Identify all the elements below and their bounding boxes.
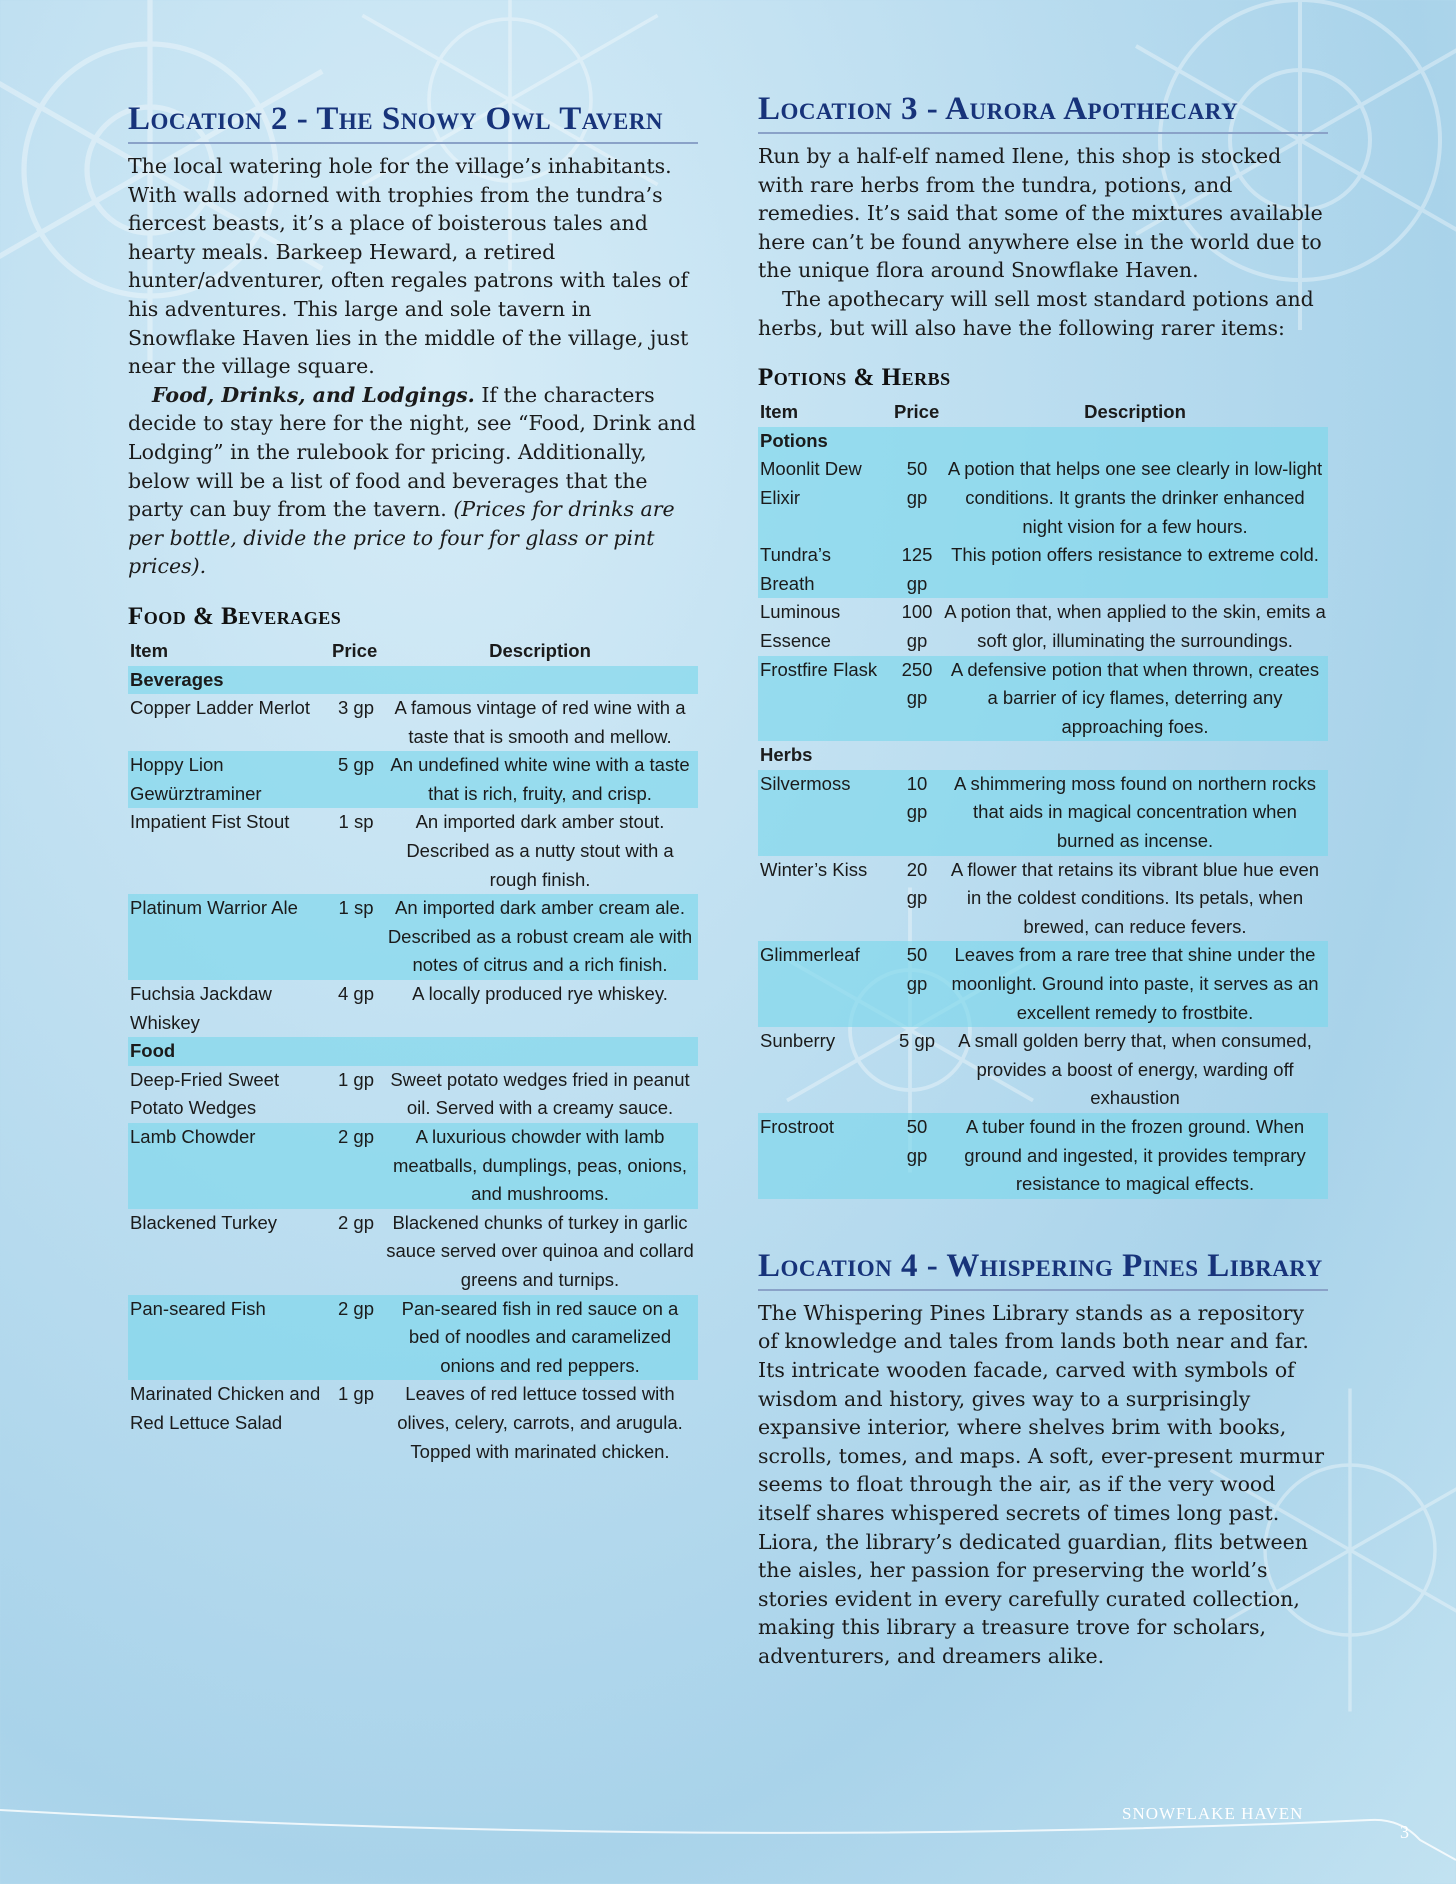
item-name: Lamb Chowder [130,1126,256,1147]
item-description: A defensive potion that when thrown, creates a barrier of icy flames, deterring any approaching foes. [950,658,1320,737]
apothecary-items-note: The apothecary will sell most standard potions and herbs, but will also have the following rarer items: [758,286,1314,340]
table-row [128,980,698,1037]
table-row [128,1380,698,1466]
lodging-lead: Food, Drinks, and Lodgings. [152,382,475,407]
item-name: Marinated Chicken and Red Lettuce Salad [130,1383,321,1433]
item-price: 2 gp [337,1297,374,1319]
food-beverages-table [128,637,698,1466]
item-description: A luxurious chowder with lamb meatballs, dumplings, peas, onions, and mushrooms. [392,1126,688,1205]
item-name: Hoppy Lion Gewürztraminer [130,754,262,804]
category-herbs: Herbs [760,744,813,766]
category-food: Food [130,1040,176,1062]
item-price: 2 gp [337,1126,374,1147]
item-description: A tuber found in the frozen ground. When ground and ingested, it provides temprary resistance to magical effects. [964,1116,1306,1195]
right-column [758,90,1328,1671]
item-name: Copper Ladder Merlot [130,697,310,719]
item-description: This potion offers resistance to extreme cold. [951,544,1319,566]
item-name: Winter’s Kiss [760,858,868,880]
table-row [128,1295,698,1381]
item-name: Pan-seared Fish [130,1297,266,1319]
item-description: A potion that, when applied to the skin, emits a soft glor, illuminating the surroundings. [944,601,1326,651]
item-name: Frostfire Flask [760,658,878,680]
item-price: 125 gp [901,544,933,594]
footer-book-title: SNOWFLAKE HAVEN [1122,1804,1304,1823]
col-header-description: Description [1084,401,1186,423]
item-price: 5 gp [337,754,374,776]
item-price: 100 gp [901,601,933,651]
item-price: 50 gp [906,1116,928,1166]
item-price: 20 gp [906,858,928,909]
location-2-heading: Location 2 - The Snowy Owl Tavern [128,100,698,144]
item-price: 50 gp [906,944,928,995]
table-row [128,1123,698,1209]
item-description: An imported dark amber stout. Described as a nutty stout with a rough finish. [406,811,674,890]
col-header-price: Price [894,401,940,423]
item-name: Tundra’s Breath [760,544,831,594]
item-description: A flower that retains its vibrant blue hue even in the coldest conditions. Its petals, when brewed, can reduce fevers. [950,858,1320,937]
item-name: Fuchsia Jackdaw Whiskey [130,983,272,1033]
item-name: Blackened Turkey [130,1211,278,1233]
item-price: 50 gp [906,458,928,508]
lodging-price-note: (Prices for drinks are per bottle, divide the price to four for glass or pint prices). [128,497,675,579]
item-description: Blackened chunks of turkey in garlic sauce served over quinoa and collard greens and turnips. [386,1211,694,1290]
table-row [758,941,1328,1027]
col-header-price: Price [332,639,378,661]
location-4-heading: Location 4 - Whispering Pines Library [758,1247,1328,1291]
potions-herbs-table [758,398,1328,1199]
item-name: Impatient Fist Stout [130,811,290,833]
table-row [128,1209,698,1295]
table-row [758,455,1328,541]
item-price: 10 gp [906,772,928,823]
item-name: Frostroot [760,1116,835,1137]
item-price: 250 gp [901,658,933,709]
apothecary-intro: Run by a half-elf named Ilene, this shop is stocked with rare herbs from the tundra, potions, and remedies. It’s said that some of the mixtures available here can’t be found anywhere else in the world due to the unique flora around Snowflake Haven. [758,144,1323,283]
tavern-lodging-paragraph [128,381,698,581]
table-row [758,856,1328,942]
item-name: Deep-Fried Sweet Potato Wedges [130,1068,280,1119]
library-description: The Whispering Pines Library stands as a repository of knowledge and tales from lands both near and far. Its intricate wooden facade, carved with symbols of wisdom and history, gives way to a surprisingly expansive interior, where shelves brim with books, scrolls, tomes, and maps. A soft, ever-present murmur seems to float through the air, as if the very wood itself shares whispered secrets of times long past. Liora, the library’s dedicated guardian, flits between the aisles, her passion for preserving the world’s stories evident in every carefully curated collection, making this library a treasure trove for scholars, adventurers, and dreamers alike. [758,1300,1325,1668]
page-number: 3 [1400,1822,1409,1842]
item-name: Moonlit Dew Elixir [760,458,862,508]
item-price: 1 sp [338,811,374,833]
item-description: A small golden berry that, when consumed, provides a boost of energy, warding off exhaustion [958,1030,1312,1109]
item-price: 1 gp [337,1383,374,1405]
col-header-description: Description [489,639,591,661]
item-description: Pan-seared fish in red sauce on a bed of noodles and caramelized onions and red peppers. [401,1297,679,1376]
food-beverages-title: Food & Beverages [128,602,342,630]
item-price: 3 gp [337,697,374,719]
left-column [128,100,698,1466]
item-name: Luminous Essence [760,601,841,651]
table-row [128,751,698,808]
col-header-item: Item [130,639,169,661]
category-potions: Potions [760,429,828,451]
item-description: An imported dark amber cream ale. Described as a robust cream ale with notes of citrus and a rich finish. [387,897,693,976]
item-price: 1 sp [338,897,374,919]
category-beverages: Beverages [130,668,224,690]
item-description: Leaves of red lettuce tossed with olives, celery, carrots, and arugula. Topped with marinated chicken. [397,1383,683,1462]
item-description: Sweet potato wedges fried in peanut oil. Served with a creamy sauce. [390,1068,690,1119]
item-price: 2 gp [337,1211,374,1233]
item-name: Silvermoss [760,772,851,794]
item-name: Sunberry [760,1030,836,1052]
item-description: A locally produced rye whiskey. [412,983,668,1005]
table-row [758,770,1328,856]
item-description: A shimmering moss found on northern rocks that aids in magical concentration when burned as incense. [954,772,1316,852]
lodging-text: If the characters decide to stay here for the night, see “Food, Drink and Lodging” in the rulebook for pricing. Additionally, below will be a list of food and beverages that the party can buy from the tavern. [128,382,696,522]
table-row [758,598,1328,655]
table-row [758,1113,1328,1199]
table-row [758,1027,1328,1113]
item-description: A famous vintage of red wine with a taste that is smooth and mellow. [394,697,686,747]
location-3-heading: Location 3 - Aurora Apothecary [758,90,1328,134]
item-description: An undefined white wine with a taste that is rich, fruity, and crisp. [390,754,690,804]
item-description: Leaves from a rare tree that shine under the moonlight. Ground into paste, it serves as an excellent remedy to frostbite. [951,944,1319,1023]
tavern-intro: The local watering hole for the village’s inhabitants. With walls adorned with trophies from the tundra’s fiercest beasts, it’s a place of boisterous tales and hearty meals. Barkeep Heward, a retired hunter/adventurer, often regales patrons with tales of his adventures. This large and sole tavern in Snowflake Haven lies in the middle of the village, just near the village square. [128,154,689,379]
table-row [128,1066,698,1123]
item-name: Platinum Warrior Ale [130,897,298,919]
item-price: 1 gp [337,1068,374,1090]
table-row [128,694,698,751]
table-row [758,656,1328,742]
table-row [128,894,698,980]
table-row [128,808,698,894]
item-price: 4 gp [337,983,374,1005]
col-header-item: Item [760,401,799,423]
item-description: A potion that helps one see clearly in low-light conditions. It grants the drinker enhanced night vision for a few hours. [947,458,1323,537]
item-price: 5 gp [898,1030,935,1052]
potions-herbs-title: Potions & Herbs [758,364,951,392]
table-row [758,541,1328,598]
item-name: Glimmerleaf [760,944,860,966]
